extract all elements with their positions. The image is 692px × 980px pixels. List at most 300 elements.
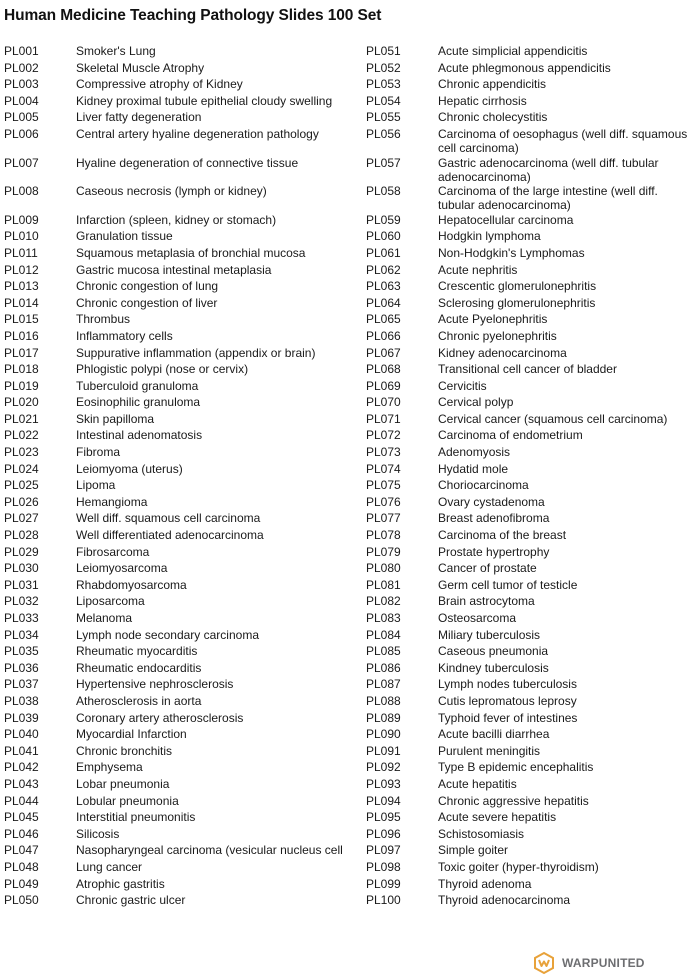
slide-name: Chronic congestion of lung xyxy=(76,279,219,294)
slide-list-item xyxy=(4,229,360,246)
slide-name: Lymph nodes tuberculosis xyxy=(438,677,577,692)
slide-list-item xyxy=(366,184,692,213)
logo-text: WARPUNITED xyxy=(562,956,645,970)
slide-code: PL021 xyxy=(4,411,39,426)
slide-name: Crescentic glomerulonephritis xyxy=(438,279,597,294)
slide-list-item xyxy=(366,94,692,111)
slide-code: PL084 xyxy=(366,627,401,642)
slide-code: PL073 xyxy=(366,445,401,460)
slide-code: PL050 xyxy=(4,893,39,908)
slide-list-item xyxy=(366,246,692,263)
slide-code: PL098 xyxy=(366,859,401,874)
slide-code: PL055 xyxy=(366,110,401,125)
slide-code: PL020 xyxy=(4,395,39,410)
slide-list-item xyxy=(4,184,360,213)
slide-name: Atrophic gastritis xyxy=(76,876,165,891)
slide-name: Caseous necrosis (lymph or kidney) xyxy=(76,184,267,199)
slide-name: Hodgkin lymphoma xyxy=(438,229,541,244)
slide-code: PL037 xyxy=(4,677,39,692)
slide-list-item xyxy=(366,528,692,545)
slide-name: Silicosis xyxy=(76,826,120,841)
slide-list-item xyxy=(4,246,360,263)
slide-list-item xyxy=(366,661,692,678)
slide-name: Nasopharyngeal carcinoma (vesicular nucleus cell xyxy=(76,843,343,858)
slide-name: Melanoma xyxy=(76,611,133,625)
slide-list-item xyxy=(366,843,692,860)
slide-name: Osteosarcoma xyxy=(438,611,517,625)
slide-list-item xyxy=(4,827,360,844)
slide-list-item xyxy=(4,744,360,761)
slide-list-item xyxy=(4,760,360,777)
slide-name: Acute phlegmonous appendicitis xyxy=(438,60,611,75)
slide-name: Lymph node secondary carcinoma xyxy=(76,627,259,642)
slide-list-item xyxy=(366,694,692,711)
slide-code: PL010 xyxy=(4,229,39,244)
slide-code: PL089 xyxy=(366,710,401,725)
slide-list-item xyxy=(366,279,692,296)
slide-name: Infarction (spleen, kidney or stomach) xyxy=(76,212,277,227)
slide-code: PL082 xyxy=(366,594,401,609)
slide-code: PL090 xyxy=(366,727,401,742)
slide-code: PL023 xyxy=(4,445,39,460)
slide-list-item xyxy=(366,263,692,280)
slide-code: PL029 xyxy=(4,544,39,559)
slide-list-item xyxy=(4,263,360,280)
slide-list-item xyxy=(4,594,360,611)
slide-code: PL019 xyxy=(4,378,39,393)
slide-code: PL069 xyxy=(366,378,401,393)
slide-code: PL059 xyxy=(366,212,401,227)
slide-name: Inflammatory cells xyxy=(76,328,173,343)
slide-code: PL042 xyxy=(4,760,39,775)
slide-name: Squamous metaplasia of bronchial mucosa xyxy=(76,245,306,260)
slide-name: Acute severe hepatitis xyxy=(438,810,557,825)
slide-list-item xyxy=(4,428,360,445)
slide-name: Type B epidemic encephalitis xyxy=(438,760,594,775)
slide-name: Thyroid adenoma xyxy=(438,876,532,891)
slide-list-item xyxy=(4,545,360,562)
slide-list-item xyxy=(4,127,360,156)
slide-name: Well diff. squamous cell carcinoma xyxy=(76,511,261,526)
slide-name: Thrombus xyxy=(76,312,131,327)
slide-name: Liposarcoma xyxy=(76,594,145,609)
slide-list-item xyxy=(4,860,360,877)
slide-name: Sclerosing glomerulonephritis xyxy=(438,295,596,310)
slide-name: Carcinoma of the breast xyxy=(438,528,567,543)
slide-list-item xyxy=(4,794,360,811)
slide-list-item xyxy=(366,561,692,578)
slide-code: PL097 xyxy=(366,843,401,858)
slide-code: PL004 xyxy=(4,93,39,108)
slide-name: Eosinophilic granuloma xyxy=(76,395,201,410)
slide-list-item xyxy=(4,395,360,412)
slide-list-item xyxy=(4,296,360,313)
slide-name: Leiomyoma (uterus) xyxy=(76,461,183,476)
slide-code: PL005 xyxy=(4,110,39,125)
slide-name: Choriocarcinoma xyxy=(438,478,529,493)
slide-list-item xyxy=(366,44,692,61)
slide-name: Acute bacilli diarrhea xyxy=(438,727,550,742)
slide-code: PL077 xyxy=(366,511,401,526)
slide-name: Purulent meningitis xyxy=(438,743,541,758)
slide-code: PL015 xyxy=(4,312,39,327)
page-title: Human Medicine Teaching Pathology Slides 100 Set xyxy=(4,7,382,24)
slide-name: Skin papilloma xyxy=(76,411,155,426)
slide-name: Carcinoma of the large intestine (well diff. tubular adenocarcinoma) xyxy=(438,184,658,213)
slide-code: PL083 xyxy=(366,611,401,625)
slide-code: PL075 xyxy=(366,478,401,493)
slide-list-item xyxy=(366,727,692,744)
slide-code: PL065 xyxy=(366,312,401,327)
slide-code: PL040 xyxy=(4,727,39,742)
slide-code: PL008 xyxy=(4,184,39,199)
slide-name: Emphysema xyxy=(76,760,143,775)
slide-code: PL046 xyxy=(4,826,39,841)
slide-code: PL030 xyxy=(4,561,39,576)
slide-code: PL067 xyxy=(366,345,401,360)
slide-list-item xyxy=(366,395,692,412)
slide-name: Liver fatty degeneration xyxy=(76,110,202,125)
slide-list-item xyxy=(4,711,360,728)
slide-name: Suppurative inflammation (appendix or brain) xyxy=(76,345,316,360)
slide-code: PL052 xyxy=(366,60,401,75)
slide-code: PL038 xyxy=(4,693,39,708)
slide-list-item xyxy=(366,810,692,827)
slide-name: Chronic pyelonephritis xyxy=(438,328,557,343)
slide-name: Chronic bronchitis xyxy=(76,743,173,758)
slide-code: PL076 xyxy=(366,494,401,509)
slide-code: PL003 xyxy=(4,77,39,92)
slide-name: Hepatic cirrhosis xyxy=(438,93,527,108)
slide-list-item xyxy=(4,628,360,645)
slide-name: Skeletal Muscle Atrophy xyxy=(76,60,205,75)
slide-code: PL041 xyxy=(4,743,39,758)
slide-list-item xyxy=(4,94,360,111)
slide-name: Adenomyosis xyxy=(438,445,511,460)
slide-code: PL049 xyxy=(4,876,39,891)
slide-name: Atherosclerosis in aorta xyxy=(76,693,202,708)
slide-code: PL018 xyxy=(4,362,39,377)
slide-code: PL053 xyxy=(366,77,401,92)
slide-name: Fibrosarcoma xyxy=(76,544,150,559)
slide-list-right xyxy=(366,44,692,910)
slide-code: PL066 xyxy=(366,328,401,343)
slide-list-item xyxy=(366,677,692,694)
slide-code: PL032 xyxy=(4,594,39,609)
slide-name: Cutis lepromatous leprosy xyxy=(438,693,577,708)
slide-code: PL022 xyxy=(4,428,39,443)
slide-name: Chronic cholecystitis xyxy=(438,110,548,125)
slide-list-item xyxy=(366,346,692,363)
slide-list-item xyxy=(366,412,692,429)
slide-list-item xyxy=(366,777,692,794)
slide-name: Acute hepatitis xyxy=(438,776,517,791)
slide-list-item xyxy=(4,279,360,296)
slide-name: Gastric adenocarcinoma (well diff. tubular adenocarcinoma) xyxy=(438,155,659,184)
slide-list-item xyxy=(4,445,360,462)
slide-name: Acute Pyelonephritis xyxy=(438,312,548,327)
slide-name: Miliary tuberculosis xyxy=(438,627,541,642)
slide-name: Prostate hypertrophy xyxy=(438,544,550,559)
slide-name: Kidney adenocarcinoma xyxy=(438,345,567,360)
slide-name: Kindney tuberculosis xyxy=(438,660,549,675)
slide-list-item xyxy=(366,644,692,661)
slide-list-item xyxy=(366,362,692,379)
slide-name: Phlogistic polypi (nose or cervix) xyxy=(76,362,249,377)
slide-list-item xyxy=(4,412,360,429)
slide-code: PL044 xyxy=(4,793,39,808)
slide-name: Hydatid mole xyxy=(438,461,509,476)
slide-list-item xyxy=(4,312,360,329)
slide-list-item xyxy=(366,744,692,761)
slide-list-item xyxy=(4,578,360,595)
slide-name: Myocardial Infarction xyxy=(76,727,187,742)
slide-list-item xyxy=(4,694,360,711)
slide-name: Rheumatic endocarditis xyxy=(76,660,202,675)
slide-name: Non-Hodgkin's Lymphomas xyxy=(438,245,585,260)
slide-code: PL079 xyxy=(366,544,401,559)
slide-code: PL026 xyxy=(4,494,39,509)
slide-code: PL068 xyxy=(366,362,401,377)
slide-list-item xyxy=(366,312,692,329)
slide-code: PL045 xyxy=(4,810,39,825)
slide-list-item xyxy=(4,727,360,744)
slide-name: Simple goiter xyxy=(438,843,509,858)
slide-name: Rhabdomyosarcoma xyxy=(76,577,187,592)
slide-name: Hepatocellular carcinoma xyxy=(438,212,574,227)
slide-list-item xyxy=(366,61,692,78)
slide-code: PL013 xyxy=(4,279,39,294)
slide-list-item xyxy=(366,760,692,777)
slide-name: Central artery hyaline degeneration pathology xyxy=(76,126,319,141)
slide-list-item xyxy=(4,329,360,346)
slide-code: PL024 xyxy=(4,461,39,476)
slide-list-item xyxy=(4,661,360,678)
slide-list-item xyxy=(366,213,692,230)
slide-list-item xyxy=(4,44,360,61)
slide-list-item xyxy=(4,77,360,94)
slide-list-item xyxy=(4,511,360,528)
slide-list-item xyxy=(366,478,692,495)
slide-list-item xyxy=(366,794,692,811)
slide-list-item xyxy=(366,379,692,396)
slide-code: PL043 xyxy=(4,776,39,791)
slide-name: Lipoma xyxy=(76,478,116,493)
slide-list-item xyxy=(4,213,360,230)
slide-name: Interstitial pneumonitis xyxy=(76,810,196,825)
slide-list-item xyxy=(366,827,692,844)
slide-name: Transitional cell cancer of bladder xyxy=(438,362,617,377)
slide-name: Breast adenofibroma xyxy=(438,511,550,526)
slide-code: PL036 xyxy=(4,660,39,675)
slide-code: PL095 xyxy=(366,810,401,825)
slide-code: PL027 xyxy=(4,511,39,526)
slide-name: Coronary artery atherosclerosis xyxy=(76,710,244,725)
slide-code: PL078 xyxy=(366,528,401,543)
slide-code: PL096 xyxy=(366,826,401,841)
slide-name: Smoker's Lung xyxy=(76,44,156,58)
slide-code: PL057 xyxy=(366,155,401,170)
slide-list-item xyxy=(366,110,692,127)
slide-list-item xyxy=(366,578,692,595)
slide-code: PL091 xyxy=(366,743,401,758)
slide-list-item xyxy=(4,346,360,363)
warpunited-logo-icon xyxy=(532,951,556,975)
slide-list-item xyxy=(4,644,360,661)
slide-code: PL099 xyxy=(366,876,401,891)
slide-list-item xyxy=(4,379,360,396)
slide-code: PL033 xyxy=(4,611,39,625)
slide-list-item xyxy=(4,156,360,185)
slide-code: PL071 xyxy=(366,411,401,426)
slide-list-item xyxy=(4,362,360,379)
slide-code: PL061 xyxy=(366,245,401,260)
slide-name: Hypertensive nephrosclerosis xyxy=(76,677,234,692)
slide-list-item xyxy=(366,495,692,512)
slide-code: PL025 xyxy=(4,478,39,493)
slide-name: Lobular pneumonia xyxy=(76,793,179,808)
slide-list-item xyxy=(4,110,360,127)
warpunited-logo xyxy=(532,950,645,976)
slide-list-item xyxy=(366,545,692,562)
slide-code: PL100 xyxy=(366,893,401,908)
slide-name: Tuberculoid granuloma xyxy=(76,378,199,393)
slide-list-item xyxy=(366,229,692,246)
slide-code: PL092 xyxy=(366,760,401,775)
slide-list-item xyxy=(4,528,360,545)
slide-list-left xyxy=(4,44,360,910)
slide-code: PL080 xyxy=(366,561,401,576)
slide-name: Leiomyosarcoma xyxy=(76,561,168,576)
slide-code: PL034 xyxy=(4,627,39,642)
slide-code: PL094 xyxy=(366,793,401,808)
slide-name: Chronic aggressive hepatitis xyxy=(438,793,589,808)
slide-name: Intestinal adenomatosis xyxy=(76,428,203,443)
slide-list-item xyxy=(4,843,360,860)
slide-name: Carcinoma of oesophagus (well diff. squamous cell carcinoma) xyxy=(438,126,688,155)
slide-list-item xyxy=(366,511,692,528)
slide-name: Toxic goiter (hyper-thyroidism) xyxy=(438,859,599,874)
slide-list-item xyxy=(4,810,360,827)
slide-list-item xyxy=(366,462,692,479)
slide-code: PL070 xyxy=(366,395,401,410)
slide-code: PL006 xyxy=(4,126,39,141)
slide-name: Germ cell tumor of testicle xyxy=(438,577,578,592)
slide-name: Thyroid adenocarcinoma xyxy=(438,893,571,908)
slide-code: PL002 xyxy=(4,60,39,75)
slide-code: PL012 xyxy=(4,262,39,277)
slide-list-item xyxy=(366,893,692,910)
slide-code: PL007 xyxy=(4,155,39,170)
slide-list-item xyxy=(366,156,692,185)
slide-list-item xyxy=(4,561,360,578)
slide-list-item xyxy=(4,462,360,479)
slide-code: PL039 xyxy=(4,710,39,725)
slide-code: PL086 xyxy=(366,660,401,675)
slide-list-item xyxy=(366,628,692,645)
slide-name: Kidney proximal tubule epithelial cloudy swelling xyxy=(76,93,333,108)
slide-code: PL062 xyxy=(366,262,401,277)
slide-name: Rheumatic myocarditis xyxy=(76,644,198,659)
slide-code: PL054 xyxy=(366,93,401,108)
slide-list-item xyxy=(4,893,360,910)
slide-list-item xyxy=(366,445,692,462)
slide-code: PL014 xyxy=(4,295,39,310)
slide-name: Hemangioma xyxy=(76,494,148,509)
slide-list-item xyxy=(366,711,692,728)
slide-name: Chronic congestion of liver xyxy=(76,295,218,310)
slide-list-item xyxy=(366,127,692,156)
slide-code: PL093 xyxy=(366,776,401,791)
slide-code: PL051 xyxy=(366,44,401,58)
slide-code: PL031 xyxy=(4,577,39,592)
slide-name: Typhoid fever of intestines xyxy=(438,710,578,725)
slide-code: PL028 xyxy=(4,528,39,543)
slide-name: Cancer of prostate xyxy=(438,561,537,576)
slide-code: PL072 xyxy=(366,428,401,443)
slide-list-item xyxy=(4,61,360,78)
slide-list-item xyxy=(4,478,360,495)
slide-list-item xyxy=(4,777,360,794)
slide-code: PL016 xyxy=(4,328,39,343)
slide-name: Acute nephritis xyxy=(438,262,518,277)
slide-list-item xyxy=(4,611,360,628)
slide-name: Chronic appendicitis xyxy=(438,77,547,92)
slide-code: PL056 xyxy=(366,126,401,141)
slide-code: PL048 xyxy=(4,859,39,874)
slide-name: Acute simplicial appendicitis xyxy=(438,44,588,58)
slide-code: PL009 xyxy=(4,212,39,227)
slide-code: PL074 xyxy=(366,461,401,476)
slide-code: PL017 xyxy=(4,345,39,360)
slide-name: Lobar pneumonia xyxy=(76,776,170,791)
slide-list-item xyxy=(366,296,692,313)
slide-code: PL087 xyxy=(366,677,401,692)
slide-list-item xyxy=(366,428,692,445)
slide-name: Cervical cancer (squamous cell carcinoma) xyxy=(438,411,668,426)
slide-name: Gastric mucosa intestinal metaplasia xyxy=(76,262,272,277)
slide-code: PL047 xyxy=(4,843,39,858)
slide-name: Brain astrocytoma xyxy=(438,594,535,609)
slide-name: Carcinoma of endometrium xyxy=(438,428,583,443)
slide-list-item xyxy=(366,594,692,611)
slide-list-item xyxy=(4,877,360,894)
slide-list-item xyxy=(4,677,360,694)
slide-name: Ovary cystadenoma xyxy=(438,494,545,509)
slide-name: Compressive atrophy of Kidney xyxy=(76,77,243,92)
slide-name: Fibroma xyxy=(76,445,121,460)
slide-name: Hyaline degeneration of connective tissue xyxy=(76,155,299,170)
slide-list-item xyxy=(366,611,692,628)
slide-name: Granulation tissue xyxy=(76,229,173,244)
slide-code: PL085 xyxy=(366,644,401,659)
slide-name: Well differentiated adenocarcinoma xyxy=(76,528,264,543)
slide-name: Chronic gastric ulcer xyxy=(76,893,186,908)
slide-name: Schistosomiasis xyxy=(438,826,525,841)
slide-code: PL063 xyxy=(366,279,401,294)
slide-list-item xyxy=(366,329,692,346)
slide-list-item xyxy=(366,77,692,94)
slide-code: PL088 xyxy=(366,693,401,708)
slide-code: PL060 xyxy=(366,229,401,244)
slide-name: Caseous pneumonia xyxy=(438,644,549,659)
slide-code: PL058 xyxy=(366,184,401,199)
slide-list-item xyxy=(366,877,692,894)
slide-name: Cervicitis xyxy=(438,378,487,393)
slide-list-item xyxy=(366,860,692,877)
slide-code: PL035 xyxy=(4,644,39,659)
slide-code: PL011 xyxy=(4,245,38,260)
